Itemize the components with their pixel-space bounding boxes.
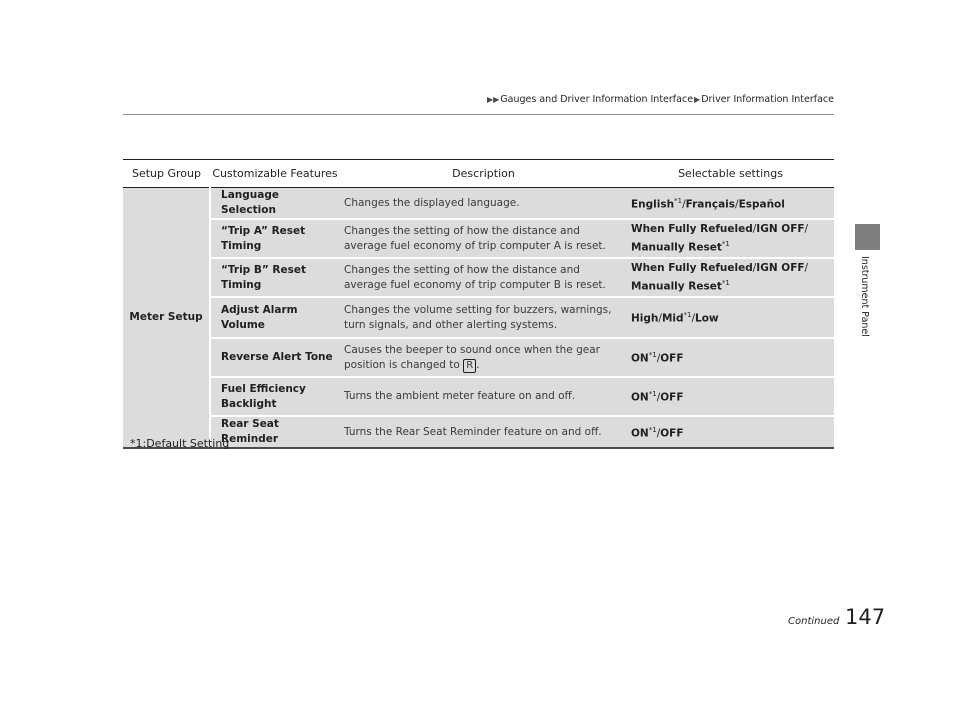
column-header-settings: Selectable settings [627, 160, 834, 188]
feature-cell: Rear Seat Reminder [210, 416, 340, 448]
settings-cell: English$^{*1}$/Français/Español [627, 188, 834, 220]
header-divider [123, 114, 834, 115]
feature-cell: Fuel Efficiency Backlight [210, 377, 340, 416]
page-number: 147 [845, 605, 886, 629]
breadcrumb-arrow-icon: ▶▶ [486, 95, 500, 104]
feature-cell: “Trip B” Reset Timing [210, 258, 340, 297]
settings-table [123, 159, 834, 449]
section-tab-label: Instrument Panel [859, 256, 870, 337]
breadcrumb [480, 94, 834, 105]
table-row [123, 188, 834, 220]
table-row [123, 258, 834, 297]
feature-cell: Language Selection [210, 188, 340, 220]
breadcrumb-subsection[interactable]: Driver Information Interface [701, 94, 834, 105]
description-cell: Changes the volume setting for buzzers, warnings, turn signals, and other alerting systems. [340, 297, 627, 338]
feature-cell: “Trip A” Reset Timing [210, 219, 340, 258]
default-setting-footnote: *1:Default Setting [130, 437, 230, 450]
settings-cell: When Fully Refueled/IGN OFF/ Manually Reset$^{*1}$ [627, 219, 834, 258]
column-header-setup-group: Setup Group [123, 160, 210, 188]
column-header-features: Customizable Features [210, 160, 340, 188]
feature-cell: Reverse Alert Tone [210, 338, 340, 377]
description-cell: Turns the Rear Seat Reminder feature on and off. [340, 416, 627, 448]
description-cell: Changes the setting of how the distance and average fuel economy of trip computer A is reset. [340, 219, 627, 258]
table-row [123, 219, 834, 258]
setup-group-cell: Meter Setup [123, 188, 210, 449]
table-row [123, 297, 834, 338]
breadcrumb-section[interactable]: Gauges and Driver Information Interface [500, 94, 694, 105]
table-header-row [123, 160, 834, 188]
table-row [123, 338, 834, 377]
column-header-description: Description [340, 160, 627, 188]
continued-label: Continued [788, 616, 840, 627]
settings-cell: ON$^{*1}$/OFF [627, 377, 834, 416]
table-row [123, 377, 834, 416]
table-row [123, 416, 834, 448]
settings-cell: High/Mid$^{*1}$/Low [627, 297, 834, 338]
description-cell: Changes the displayed language. [340, 188, 627, 220]
section-tab-marker [855, 224, 880, 250]
settings-cell: When Fully Refueled/IGN OFF/ Manually Reset$^{*1}$ [627, 258, 834, 297]
description-cell: Turns the ambient meter feature on and off. [340, 377, 627, 416]
breadcrumb-arrow-icon: ▶ [694, 95, 701, 104]
feature-cell: Adjust Alarm Volume [210, 297, 340, 338]
description-cell: Causes the beeper to sound once when the gear position is changed to R . [340, 338, 627, 377]
settings-cell: ON$^{*1}$/OFF [627, 338, 834, 377]
settings-cell: ON$^{*1}$/OFF [627, 416, 834, 448]
description-cell: Changes the setting of how the distance and average fuel economy of trip computer B is reset. [340, 258, 627, 297]
gear-r-key-icon: R [463, 359, 476, 373]
